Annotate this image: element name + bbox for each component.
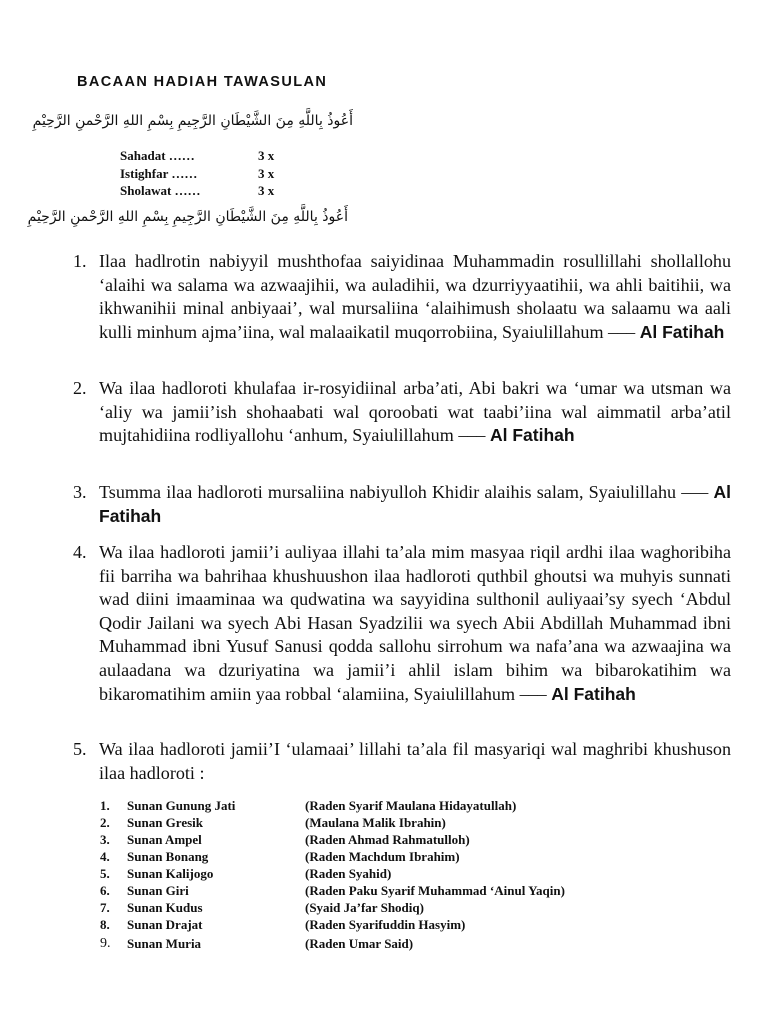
paragraph-text: [99, 541, 731, 706]
list-item: [100, 899, 565, 916]
paragraph-text: [99, 481, 731, 528]
sunan-name: Sunan Kudus: [127, 900, 203, 915]
fatihah-label: Al Fatihah: [551, 683, 636, 704]
list-item: [100, 831, 565, 848]
sunan-alias: (Raden Umar Said): [305, 936, 414, 951]
sunan-alias: (Maulana Malik Ibrahin): [305, 815, 446, 830]
list-item: [100, 916, 565, 933]
dzikir-counts: [120, 147, 274, 200]
sunan-alias: (Raden Machdum Ibrahim): [305, 849, 460, 864]
paragraph-2: [73, 377, 731, 448]
paragraph-body: Wa ilaa hadloroti khulafaa ir-rosyidiinal arba’ati, Abi bakri wa ‘umar wa utsman wa ‘aliy wa jamii’ish shohaabati wal qoroobati wat taabi’iina wal aimmatil arba’atil mujtahidiina rodliyallohu ‘anhum, Syaiulillahum –––: [99, 378, 731, 446]
list-number: 7.: [100, 900, 110, 915]
sunan-name: Sunan Kalijogo: [127, 866, 214, 881]
list-item: [100, 882, 565, 899]
arabic-opening-line: أَعُوذُ بِاللَّهِ مِنَ الشَّيْطَانِ الرَّجِيمِ بِسْمِ اللهِ الرَّحْمنِ الرَّحِيْمِ: [32, 113, 353, 129]
list-number: 6.: [100, 883, 110, 898]
list-item: [100, 935, 565, 952]
paragraph-number: 2.: [73, 378, 87, 398]
count-label: Istighfar ……: [120, 165, 198, 181]
sunan-name: Sunan Bonang: [127, 849, 209, 864]
paragraph-number: 1.: [73, 251, 87, 271]
sunan-alias: (Raden Ahmad Rahmatulloh): [305, 832, 470, 847]
list-number: 1.: [100, 798, 110, 813]
fatihah-label: Al Fatihah: [489, 425, 575, 446]
sunan-name: Sunan Giri: [127, 883, 189, 898]
paragraph-text: [99, 377, 731, 448]
fatihah-label: Al Fatihah: [99, 482, 731, 526]
sunan-name: Sunan Ampel: [127, 832, 202, 847]
paragraph-1: [73, 250, 731, 344]
sunan-alias: (Raden Paku Syarif Muhammad ‘Ainul Yaqin): [305, 883, 565, 898]
paragraph-body: Wa ilaa hadloroti jamii’I ‘ulamaai’ lillahi ta’ala fil masyariqi wal maghribi khushuson ilaa hadloroti :: [99, 739, 731, 783]
page-title: BACAAN HADIAH TAWASULAN: [77, 74, 328, 90]
list-number: 4.: [100, 849, 110, 864]
sunan-name: Sunan Gunung Jati: [127, 798, 236, 813]
count-label: Sholawat ……: [120, 183, 201, 198]
sunan-alias: (Syaid Ja’far Shodiq): [305, 900, 424, 915]
list-number: 8.: [100, 917, 110, 932]
arabic-second-line: أَعُوذُ بِاللَّهِ مِنَ الشَّيْطَانِ الرَّجِيمِ بِسْمِ اللهِ الرَّحْمنِ الرَّحِيْمِ: [27, 209, 348, 225]
count-value: 3 x: [258, 183, 275, 198]
paragraph-body: Tsumma ilaa hadloroti mursaliina nabiyulloh Khidir alaihis salam, Syaiulillahu –––: [99, 482, 714, 502]
paragraph-5: [73, 738, 731, 785]
list-item: [100, 797, 565, 814]
count-row: [120, 165, 274, 183]
count-row: [120, 182, 274, 200]
paragraph-number: 4.: [73, 542, 87, 562]
fatihah-label: Al Fatihah: [639, 321, 725, 342]
list-item: [100, 848, 565, 865]
paragraph-text: [99, 250, 731, 344]
count-row: [120, 147, 274, 165]
paragraph-3: [73, 481, 731, 528]
sunan-name: Sunan Muria: [127, 936, 202, 951]
list-item: [100, 814, 565, 831]
sunan-list: [100, 797, 565, 952]
count-value: 3 x: [258, 148, 275, 163]
list-number: 3.: [100, 832, 110, 847]
count-value: 3 x: [258, 165, 275, 181]
list-number: 2.: [100, 815, 110, 830]
sunan-name: Sunan Drajat: [127, 917, 203, 932]
paragraph-body: Wa ilaa hadloroti jamii’i auliyaa illahi ta’ala mim masyaa riqil ardhi ilaa waghoribiha fii barriha wa bahrihaa khushuushon ilaa hadloroti quthbil ghoutsi wa muhyis sunnati wad diini imaaminaa wa qudwatina wa sayyidina sulthonil auliyaai’sy syech ‘Abdul Qodir Jailani wa syech Abi Hasan Syadzilii wa syech Abii Abdillah Muhammad ibni Muhammad ibni Yusuf Sanusi qodda sallohu sirrohum wa nafa’ana wa azwaajina wa aulaadana wa dzuriyatina wa jamii’i ahlil islam bihim wa bibarokatihim wa bikaromatihim amiin yaa robbal ‘alamiina, Syaiulillahum –––: [99, 542, 731, 704]
sunan-name: Sunan Gresik: [127, 815, 203, 830]
sunan-alias: (Raden Syarif Maulana Hidayatullah): [305, 798, 517, 813]
list-number: 9.: [100, 936, 111, 951]
count-label: Sahadat ……: [120, 148, 195, 163]
paragraph-number: 5.: [73, 739, 87, 759]
paragraph-4: [73, 541, 731, 706]
paragraph-text: [99, 738, 731, 785]
sunan-alias: (Raden Syahid): [305, 866, 392, 881]
sunan-alias: (Raden Syarifuddin Hasyim): [305, 917, 466, 932]
list-item: [100, 865, 565, 882]
list-number: 5.: [100, 866, 110, 881]
paragraph-number: 3.: [73, 482, 87, 502]
paragraph-body: Ilaa hadlrotin nabiyyil mushthofaa saiyidinaa Muhammadin rosullillahi shollallohu ‘alaihi wa salama wa azwaajihii, wa auladihii, wa dzurriyyaatihii, wa ahli baitihii, wa ikhwanihii minal anbiyaai’, wal mursaliina ‘alaihimush sholaatu wa salaamu wa aali kulli minhum ajma’iina, wal malaaikatil muqorrobiina, Syaiulillahum –––: [99, 251, 731, 342]
